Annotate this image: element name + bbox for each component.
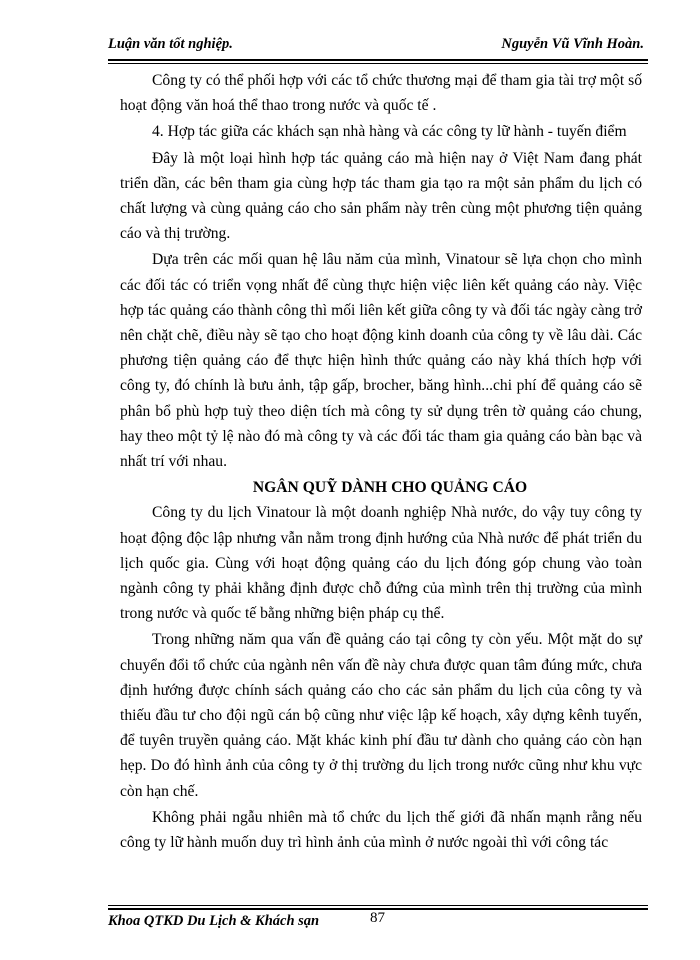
header-rule bbox=[108, 59, 648, 61]
paragraph: Công ty du lịch Vinatour là một doanh nghiệp Nhà nước, do vậy tuy công ty hoạt động độc lập nhưng vẫn nằm trong định hướng của Nhà nước để phát triển du lịch quốc gia. Cùng với hoạt động quảng cáo du lịch đóng góp chung vào toàn ngành công ty phải khẳng định được chỗ đứng của mình trên thị trường của mình trong nước và quốc tế bằng những biện pháp cụ thể. bbox=[120, 504, 642, 623]
header-rule-thin bbox=[108, 63, 648, 64]
header-author-name: Nguyễn Vũ Vĩnh Hoàn. bbox=[501, 36, 644, 52]
section-heading: NGÂN QUỸ DÀNH CHO QUẢNG CÁO bbox=[252, 479, 528, 497]
paragraph: Không phải ngẫu nhiên mà tổ chức du lịch thế giới đã nhấn mạnh rằng nếu công ty lữ hành muốn duy trì hình ảnh của mình ở nước ngoài thì với công tác bbox=[120, 808, 642, 852]
header-thesis-title: Luận văn tốt nghiệp. bbox=[108, 36, 233, 52]
paragraph: Dựa trên các mối quan hệ lâu năm của mình, Vinatour sẽ lựa chọn cho mình các đối tác có triển vọng nhất để cùng thực hiện việc liên kết quảng cáo này. Việc hợp tác quảng cáo thành công thì mối liên kết giữa công ty và đối tác ngày càng trở nên chặt chẽ, điều này sẽ tạo cho hoạt động kinh doanh của công ty về lâu dài. Các phương tiện quảng cáo để thực hiện hình thức quảng cáo này khá thích hợp với công ty, đó chính là bưu ảnh, tập gấp, brocher, băng hình...chi phí để quảng cáo sẽ phân bổ phù hợp tuỳ theo diện tích mà công ty sử dụng trên tờ quảng cáo chung, hay theo một tỷ lệ nào đó mà công ty và các đối tác tham gia quảng cáo bàn bạc và nhất trí với nhau. bbox=[120, 251, 642, 471]
section-item-title: 4. Hợp tác giữa các khách sạn nhà hàng và các công ty lữ hành - tuyến điểm bbox=[152, 123, 627, 141]
paragraph: Đây là một loại hình hợp tác quảng cáo mà hiện nay ở Việt Nam đang phát triển dần, các bên tham gia cùng hợp tác tham gia tạo ra một sản phẩm du lịch có chất lượng và cùng quảng cáo cho sản phẩm này trên cùng một phương tiện quảng cáo và thị trường. bbox=[120, 149, 642, 243]
page-footer bbox=[108, 905, 648, 935]
paragraph: Trong những năm qua vấn đề quảng cáo tại công ty còn yếu. Một mặt do sự chuyển đổi tổ chức của ngành nên vấn đề này chưa được quan tâm đúng mức, chưa định hướng được chính sách quảng cáo cho các sản phẩm du lịch của công ty và thiếu đầu tư cho đội ngũ cán bộ cũng như việc lập kế hoạch, xây dựng kênh tuyến, để tuyên truyền quảng cáo. Mặt khác kinh phí đầu tư dành cho quảng cáo còn hạn hẹp. Do đó hình ảnh của công ty ở thị trường du lịch trong nước cũng như khu vực còn hạn chế. bbox=[120, 631, 642, 800]
paragraph: Công ty có thể phối hợp với các tổ chức thương mại để tham gia tài trợ một số hoạt động văn hoá thể thao trong nước và quốc tế . bbox=[120, 72, 642, 115]
page-number: 87 bbox=[370, 910, 385, 926]
footer-rule-thin bbox=[108, 905, 648, 906]
footer-faculty: Khoa QTKD Du Lịch & Khách sạn bbox=[108, 913, 320, 929]
page-header bbox=[108, 26, 648, 56]
document-body bbox=[120, 68, 642, 855]
